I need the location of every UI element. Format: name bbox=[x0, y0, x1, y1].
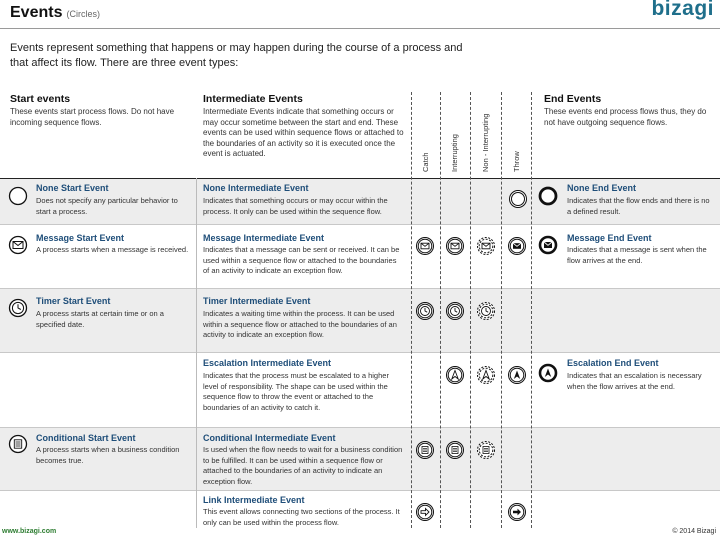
column-divider bbox=[411, 92, 412, 528]
intermediate-events-desc: Intermediate Events indicate that something occurs or may occur sometime between the start and end. These events can be used within sequence flows or attached to the boundaries of an activity so it is executed once the event is actuated. bbox=[203, 107, 404, 158]
start-events-desc: These events start process flows. Do not have incoming sequence flows. bbox=[10, 107, 175, 127]
escalation-end-event-icon bbox=[538, 363, 558, 383]
link-throw-icon bbox=[507, 502, 527, 522]
row-divider bbox=[0, 224, 720, 225]
message-intermediate-event-desc: Indicates that a message can be sent or received. It can be used within a sequence flow or attached to the boundaries of an activity to indicate an exception flow. bbox=[203, 245, 400, 275]
timer-start-event-desc: A process starts at certain time or on a specified date. bbox=[36, 309, 164, 329]
interrupting-label: Interrupting bbox=[450, 134, 459, 172]
message-end-event-title: Message End Event bbox=[567, 233, 652, 243]
throw-label: Throw bbox=[512, 151, 521, 172]
message-start-event-title: Message Start Event bbox=[36, 233, 125, 243]
message-end-event-desc: Indicates that a message is sent when the flow arrives at the end. bbox=[567, 245, 707, 265]
timer-start-event-title: Timer Start Event bbox=[36, 296, 111, 306]
timer-intermediate-event-title: Timer Intermediate Event bbox=[203, 296, 311, 306]
conditional-start-event-title: Conditional Start Event bbox=[36, 433, 136, 443]
bizagi-logo: bizagi bbox=[651, 0, 714, 20]
intermediate-events-title: Intermediate Events bbox=[203, 93, 303, 105]
conditional-start-event-desc: A process starts when a business condition becomes true. bbox=[36, 445, 180, 465]
none-end-event-title: None End Event bbox=[567, 183, 637, 193]
conditional-start-event-icon bbox=[8, 434, 28, 454]
link-catch-icon bbox=[415, 502, 435, 522]
intermediate-events-header bbox=[203, 93, 408, 160]
timer-interrupting-icon bbox=[445, 301, 465, 321]
link-intermediate-event-title: Link Intermediate Event bbox=[203, 495, 305, 505]
start-events-title: Start events bbox=[10, 93, 71, 105]
page-title: Events (Circles) bbox=[10, 4, 100, 21]
message-start-event-desc: A process starts when a message is received. bbox=[36, 245, 189, 254]
column-divider bbox=[440, 92, 441, 528]
column-divider bbox=[196, 178, 197, 528]
column-divider bbox=[470, 92, 471, 528]
none-intermediate-event-title: None Intermediate Event bbox=[203, 183, 309, 193]
message-start-event-icon bbox=[8, 235, 28, 255]
conditional-interrupting-icon bbox=[445, 440, 465, 460]
start-events-header bbox=[10, 93, 190, 128]
timer-start-event-icon bbox=[8, 298, 28, 318]
none-end-event-desc: Indicates that the flow ends and there is no a defined result. bbox=[567, 196, 710, 216]
none-end-event-icon bbox=[538, 186, 558, 206]
column-divider bbox=[501, 92, 502, 528]
end-events-title: End Events bbox=[544, 93, 602, 105]
none-start-event-desc: Does not specify any particular behavior to start a process. bbox=[36, 196, 178, 216]
message-non-interrupting-icon bbox=[476, 236, 496, 256]
timer-catch-icon bbox=[415, 301, 435, 321]
catch-label: Catch bbox=[421, 152, 430, 172]
footer-copyright: © 2014 Bizagi bbox=[672, 528, 716, 535]
title-divider bbox=[0, 28, 720, 29]
escalation-intermediate-event-desc: Indicates that the process must be escalated to a higher level of responsibility. The shape can be used within the sequence flow to throw the event or attached to the boundaries of an activity to catch it. bbox=[203, 371, 389, 412]
none-intermediate-event-icon bbox=[508, 189, 528, 209]
escalation-interrupting-icon bbox=[445, 365, 465, 385]
footer-website: www.bizagi.com bbox=[2, 528, 57, 535]
conditional-intermediate-event-title: Conditional Intermediate Event bbox=[203, 433, 336, 443]
escalation-throw-icon bbox=[507, 365, 527, 385]
end-events-desc: These events end process flows thus, they do not have outgoing sequence flows. bbox=[544, 107, 707, 127]
escalation-end-event-title: Escalation End Event bbox=[567, 358, 659, 368]
intro-paragraph: Events represent something that happens or may happen during the course of a process and that affect its flow. There are three event types: bbox=[10, 42, 463, 69]
page-subtitle: (Circles) bbox=[66, 9, 100, 19]
conditional-non-interrupting-icon bbox=[476, 440, 496, 460]
row-divider bbox=[0, 427, 720, 428]
none-start-event-title: None Start Event bbox=[36, 183, 109, 193]
conditional-catch-icon bbox=[415, 440, 435, 460]
message-intermediate-event-title: Message Intermediate Event bbox=[203, 233, 325, 243]
message-interrupting-icon bbox=[445, 236, 465, 256]
none-start-event-icon bbox=[8, 186, 28, 206]
link-intermediate-event-desc: This event allows connecting two sections of the process. It only can be used within the process flow. bbox=[203, 507, 400, 527]
conditional-intermediate-event-desc: Is used when the flow needs to wait for a business condition to be fulfilled. It can be used within a sequence flow or attached to the boundaries of an activity to indicate an exception flow. bbox=[203, 445, 403, 486]
timer-non-interrupting-icon bbox=[476, 301, 496, 321]
escalation-intermediate-event-title: Escalation Intermediate Event bbox=[203, 358, 332, 368]
escalation-end-event-desc: Indicates that an escalation is necessary when the flow arrives at the end. bbox=[567, 371, 702, 391]
row-divider bbox=[0, 352, 720, 353]
message-end-event-icon bbox=[538, 235, 558, 255]
none-intermediate-event-desc: Indicates that something occurs or may occur within the process. It only can be used within the sequence flow. bbox=[203, 196, 388, 216]
header-divider bbox=[0, 178, 720, 179]
escalation-non-interrupting-icon bbox=[476, 365, 496, 385]
timer-intermediate-event-desc: Indicates a waiting time within the process. It can be used within a sequence flow or attached to the boundaries of an activity to indicate an exception flow. bbox=[203, 309, 397, 339]
non-interrupting-label: Non - Interrupting bbox=[481, 113, 490, 172]
row-divider bbox=[0, 288, 720, 289]
column-divider bbox=[531, 92, 532, 528]
row-divider bbox=[0, 490, 720, 491]
message-throw-icon bbox=[507, 236, 527, 256]
end-events-header bbox=[544, 93, 714, 128]
message-catch-icon bbox=[415, 236, 435, 256]
